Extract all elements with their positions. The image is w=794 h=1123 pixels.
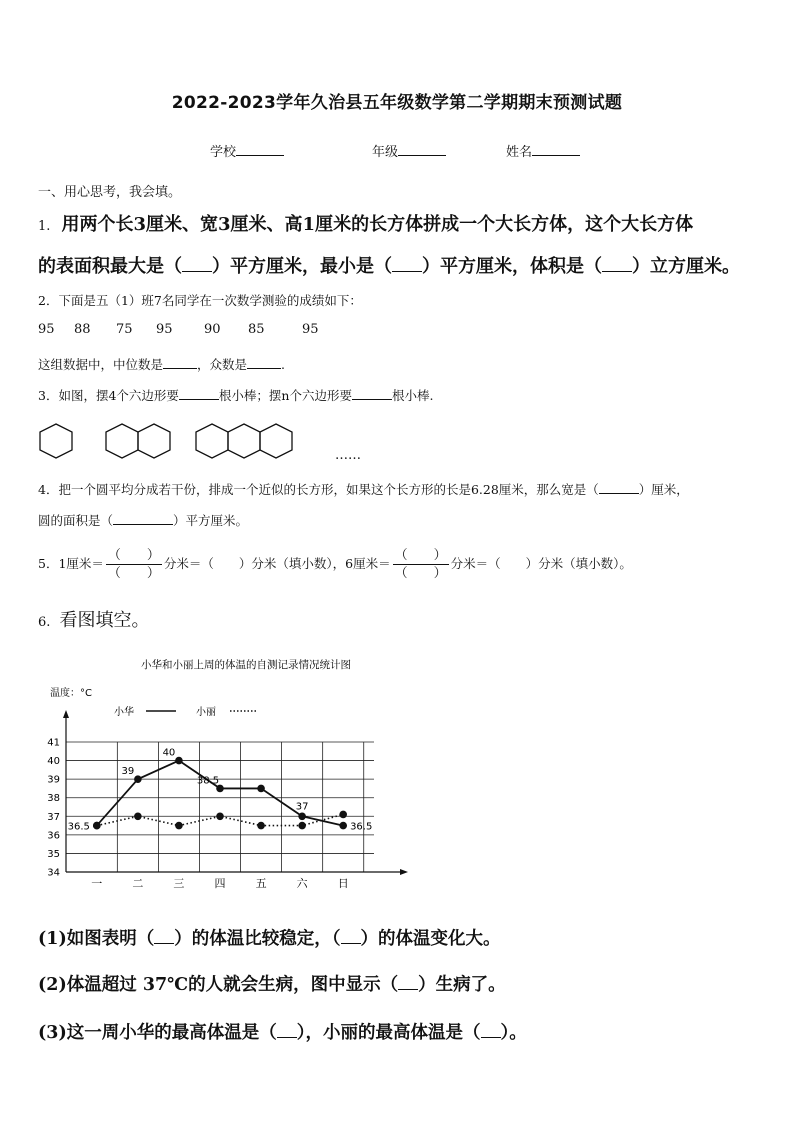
- s2-text-a: (2)体温超过 37℃的人就会生病，图中显示（: [38, 975, 399, 995]
- data-label: 36.5: [350, 821, 373, 833]
- question-3: [38, 386, 433, 404]
- chart-y-label: 温度：°C: [50, 688, 92, 699]
- s3-blank-1[interactable]: [277, 1025, 297, 1038]
- q4-text-2b: ）平方厘米。: [173, 513, 249, 528]
- q4-text-2a: 圆的面积是（: [38, 513, 114, 528]
- grade-blank[interactable]: [398, 143, 446, 156]
- question-5: [38, 542, 632, 586]
- y-tick-label: 41: [47, 737, 60, 749]
- x-tick-label: 四: [214, 877, 226, 890]
- x-tick-label: 日: [337, 877, 349, 890]
- q2-period: .: [281, 357, 286, 372]
- q3-text-c: 根小棒.: [391, 388, 434, 403]
- q1-blank-min[interactable]: [392, 259, 422, 272]
- q2-mode-blank[interactable]: [247, 356, 281, 369]
- q5-frac2-bottom: （ ）: [394, 566, 447, 581]
- hexagon-figures: [36, 418, 336, 468]
- y-tick-label: 36: [47, 830, 60, 842]
- legend-xiaohua-label: 小华: [114, 707, 134, 718]
- question-6: [38, 606, 150, 632]
- question-4-line-1: [38, 480, 689, 498]
- s1-blank-1[interactable]: [154, 931, 174, 944]
- q5-text-b: 分米＝（ ）分米（填小数），6厘米＝: [163, 556, 391, 571]
- point-xiaoli: [175, 822, 183, 830]
- data-label: 39: [121, 766, 135, 778]
- point-xiaohua: [339, 822, 347, 830]
- data-label: 40: [162, 747, 176, 759]
- score-6: 85: [248, 322, 265, 337]
- data-label: 38.5: [196, 775, 220, 787]
- school-blank[interactable]: [236, 143, 284, 156]
- q1-number: 1.: [38, 219, 51, 234]
- score-3: 75: [116, 322, 133, 337]
- x-tick-label: 五: [255, 877, 267, 890]
- q5-text-a: 5．1厘米＝: [38, 556, 104, 571]
- point-xiaoli: [257, 822, 265, 830]
- data-label: 36.5: [67, 821, 90, 833]
- question-1-line-2: [38, 252, 740, 278]
- legend-xiaoli-label: 小丽: [196, 707, 216, 718]
- s3-text-b: ），小丽的最高体温是（: [296, 1023, 481, 1043]
- sub-question-1: [38, 925, 501, 950]
- q2-median-blank[interactable]: [163, 356, 197, 369]
- chart-legend: [114, 705, 258, 718]
- temperature-chart: [36, 652, 416, 897]
- score-1: 95: [38, 322, 55, 337]
- school-label: 学校: [210, 145, 237, 160]
- score-7: 95: [302, 322, 319, 337]
- y-tick-label: 35: [47, 848, 60, 860]
- s3-blank-2[interactable]: [481, 1025, 501, 1038]
- s1-text-b: ）的体温比较稳定，（: [174, 929, 341, 949]
- question-4-line-2: [38, 511, 248, 529]
- grade-label: 年级: [372, 145, 399, 160]
- q2-mode-label: ，众数是: [197, 357, 248, 372]
- q4-blank-width[interactable]: [599, 481, 639, 494]
- x-tick-label: 一: [91, 877, 103, 890]
- point-xiaoli: [134, 812, 142, 820]
- q1-text-2c: ）平方厘米，体积是（: [422, 256, 602, 277]
- q1-text-2d: ）立方厘米。: [632, 256, 740, 277]
- name-label: 姓名: [506, 145, 533, 160]
- y-tick-label: 38: [47, 793, 60, 805]
- s1-blank-2[interactable]: [341, 931, 361, 944]
- s1-text-c: ）的体温变化大。: [360, 929, 501, 949]
- q4-text-1-end: ）厘米，: [638, 482, 689, 497]
- question-1-line-1: [38, 210, 693, 236]
- s3-text-c: ）。: [500, 1023, 527, 1043]
- point-xiaohua: [134, 775, 142, 783]
- q3-text-a: 3．如图，摆4个六边形要: [38, 388, 179, 403]
- q1-text-2a: 的表面积最大是（: [38, 256, 182, 277]
- s2-blank[interactable]: [398, 977, 418, 990]
- hexagon-1: [40, 424, 72, 458]
- q3-blank-1[interactable]: [179, 387, 219, 400]
- y-tick-label: 37: [47, 811, 60, 823]
- s1-text-a: (1)如图表明（: [38, 929, 155, 949]
- point-xiaoli: [93, 822, 101, 830]
- point-xiaoli: [216, 812, 224, 820]
- q3-text-b: 根小棒；摆n个六边形要: [218, 388, 352, 403]
- x-tick-label: 二: [132, 877, 144, 890]
- point-xiaohua: [298, 812, 306, 820]
- question-2: 2．下面是五（1）班7名同学在一次数学测验的成绩如下：: [38, 293, 362, 308]
- q4-blank-area[interactable]: [113, 512, 173, 525]
- q1-text-2b: ）平方厘米，最小是（: [212, 256, 392, 277]
- y-tick-label: 40: [47, 756, 60, 768]
- q5-fraction-1[interactable]: [106, 547, 162, 582]
- x-tick-label: 三: [173, 877, 185, 890]
- chart-title: 小华和小丽上周的体温的自测记录情况统计图: [141, 659, 351, 671]
- score-2: 88: [74, 322, 91, 337]
- data-label: 37: [295, 801, 309, 813]
- ellipsis: ……: [335, 448, 361, 463]
- q5-text-c: 分米＝（ ）分米（填小数）。: [450, 556, 632, 571]
- q1-text-1: 用两个长3厘米、宽3厘米、高1厘米的长方体拼成一个大长方体，这个大长方体: [61, 214, 694, 235]
- x-axis-arrow: [400, 869, 408, 875]
- q1-blank-max[interactable]: [182, 259, 212, 272]
- y-axis-arrow: [63, 710, 69, 718]
- q5-frac1-bottom: （ ）: [107, 566, 160, 581]
- point-xiaoli: [339, 811, 347, 819]
- point-xiaohua: [175, 757, 183, 765]
- s3-text-a: (3)这一周小华的最高体温是（: [38, 1023, 277, 1043]
- point-xiaoli: [298, 822, 306, 830]
- sub-question-3: [38, 1019, 527, 1044]
- q5-frac2-top: （ ）: [394, 548, 447, 563]
- y-tick-label: 34: [47, 867, 60, 879]
- section-heading: 一、用心思考，我会填。: [38, 185, 182, 200]
- hexagon-pair: [106, 424, 170, 458]
- score-4: 95: [156, 322, 173, 337]
- q6-text: 看图填空。: [59, 610, 150, 631]
- q5-frac1-top: （ ）: [107, 548, 160, 563]
- grade-field[interactable]: [372, 141, 446, 160]
- q2-median-label: 这组数据中，中位数是: [38, 357, 164, 372]
- q6-number: 6.: [38, 615, 51, 630]
- sub-question-2: [38, 971, 506, 996]
- x-tick-label: 六: [296, 877, 308, 890]
- s2-text-b: ）生病了。: [418, 975, 506, 995]
- page-title: 2022-2023学年久治县五年级数学第二学期期末预测试题: [171, 93, 623, 113]
- school-field[interactable]: [210, 141, 284, 160]
- hexagon-triple: [196, 424, 292, 458]
- q4-text-1: 4．把一个圆平均分成若干份，排成一个近似的长方形，如果这个长方形的长是6.28厘米，那么宽是（: [38, 482, 599, 497]
- point-xiaohua: [257, 785, 265, 793]
- y-tick-label: 39: [47, 774, 60, 786]
- question-2-line-3: [38, 355, 285, 373]
- q5-fraction-2[interactable]: [393, 547, 449, 582]
- name-blank[interactable]: [532, 143, 580, 156]
- q3-blank-2[interactable]: [352, 387, 392, 400]
- score-5: 90: [204, 322, 221, 337]
- q1-blank-volume[interactable]: [602, 259, 632, 272]
- name-field[interactable]: [506, 141, 580, 160]
